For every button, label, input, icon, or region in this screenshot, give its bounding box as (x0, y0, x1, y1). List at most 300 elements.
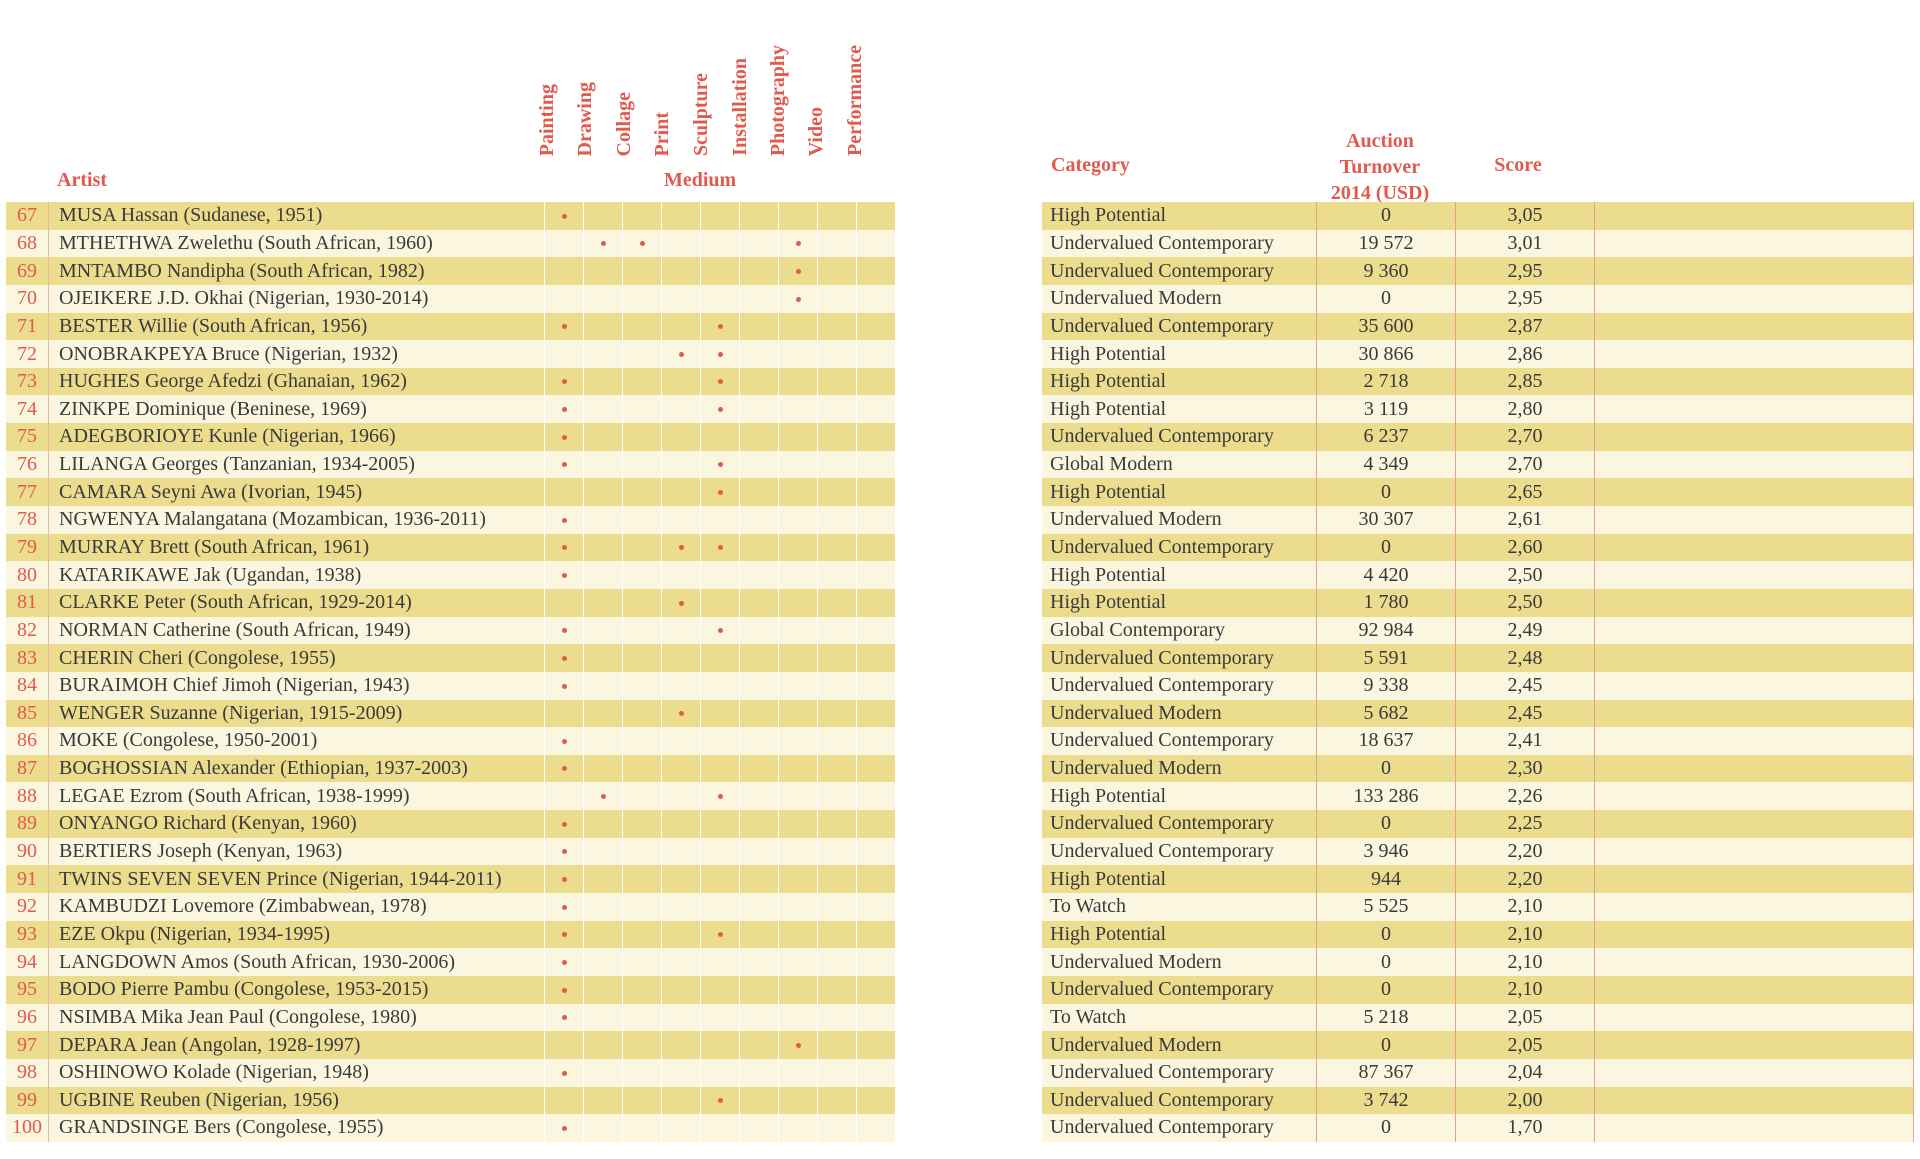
medium-cell (545, 340, 584, 368)
turnover-header-line3: 2014 (USD) (1330, 182, 1430, 204)
medium-cell (584, 1031, 623, 1059)
medium-cell (818, 617, 857, 645)
medium-cell (662, 561, 701, 589)
medium-cell (818, 755, 857, 783)
table-row (6, 1059, 895, 1087)
medium-dot (718, 932, 723, 937)
turnover-cell: 87 367 (1317, 1059, 1456, 1087)
medium-cell (584, 810, 623, 838)
medium-cell (623, 395, 662, 423)
score-cell: 2,45 (1456, 700, 1595, 728)
medium-cell (857, 865, 896, 893)
medium-cell (779, 451, 818, 479)
category-header: Category (1051, 154, 1130, 176)
turnover-cell: 133 286 (1317, 782, 1456, 810)
table-row (1042, 810, 1914, 838)
turnover-cell: 0 (1317, 921, 1456, 949)
medium-cell (545, 921, 584, 949)
medium-dot (718, 462, 723, 467)
table-row (6, 1114, 895, 1142)
artist-cell: ZINKPE Dominique (Beninese, 1969) (59, 397, 367, 420)
medium-cell (545, 893, 584, 921)
medium-cell (623, 617, 662, 645)
medium-cell (779, 395, 818, 423)
table-row (6, 1031, 895, 1059)
table-row (6, 285, 895, 313)
medium-cell (857, 838, 896, 866)
filler-cell (1595, 810, 1914, 838)
table-row (1042, 340, 1914, 368)
rank-cell: 71 (6, 313, 49, 341)
medium-cell (662, 810, 701, 838)
medium-cell (545, 672, 584, 700)
medium-cell (545, 1114, 584, 1142)
rank-cell: 74 (6, 395, 49, 423)
medium-cell (662, 257, 701, 285)
filler-cell (1595, 755, 1914, 783)
turnover-cell: 0 (1317, 948, 1456, 976)
medium-cell (623, 700, 662, 728)
medium-col-painting: Painting (536, 83, 558, 156)
medium-dot (796, 1043, 801, 1048)
medium-cell (740, 340, 779, 368)
category-cell: High Potential (1042, 921, 1317, 949)
rank-cell: 96 (6, 1004, 49, 1032)
medium-cell (662, 865, 701, 893)
medium-cell (779, 838, 818, 866)
score-cell: 2,49 (1456, 617, 1595, 645)
table-row (1042, 1059, 1914, 1087)
medium-cell (584, 893, 623, 921)
category-cell: Global Modern (1042, 451, 1317, 479)
medium-cell (857, 893, 896, 921)
medium-cell (857, 1114, 896, 1142)
medium-cell (857, 644, 896, 672)
medium-dot (562, 932, 567, 937)
medium-cell (545, 838, 584, 866)
table-row (1042, 589, 1914, 617)
medium-dot (601, 794, 606, 799)
medium-cell (818, 1114, 857, 1142)
medium-cell (740, 313, 779, 341)
filler-cell (1595, 617, 1914, 645)
medium-cell (584, 257, 623, 285)
medium-cell (701, 893, 740, 921)
medium-dot (562, 988, 567, 993)
medium-cell (662, 1059, 701, 1087)
medium-cell (740, 368, 779, 396)
medium-cell (818, 423, 857, 451)
medium-dot (718, 490, 723, 495)
filler-cell (1595, 838, 1914, 866)
category-cell: High Potential (1042, 340, 1317, 368)
table-row (6, 700, 895, 728)
rank-cell: 68 (6, 230, 49, 258)
turnover-cell: 35 600 (1317, 313, 1456, 341)
artist-cell: MNTAMBO Nandipha (South African, 1982) (59, 259, 425, 282)
medium-cell (818, 893, 857, 921)
medium-cell (779, 617, 818, 645)
filler-cell (1595, 561, 1914, 589)
medium-cell (701, 506, 740, 534)
medium-cell (623, 672, 662, 700)
turnover-cell: 0 (1317, 1114, 1456, 1142)
turnover-cell: 0 (1317, 478, 1456, 506)
medium-cell (740, 810, 779, 838)
medium-cell (662, 340, 701, 368)
medium-dot (562, 766, 567, 771)
artist-table (6, 202, 895, 1142)
medium-cell (857, 395, 896, 423)
medium-cell (818, 838, 857, 866)
medium-cell (857, 257, 896, 285)
table-row (6, 589, 895, 617)
table-row (1042, 313, 1914, 341)
medium-cell (818, 921, 857, 949)
medium-cell (857, 451, 896, 479)
rank-cell: 73 (6, 368, 49, 396)
medium-dot (796, 241, 801, 246)
rank-cell: 72 (6, 340, 49, 368)
medium-cell (857, 948, 896, 976)
medium-cell (623, 1114, 662, 1142)
artist-cell: LILANGA Georges (Tanzanian, 1934-2005) (59, 453, 415, 476)
filler-cell (1595, 948, 1914, 976)
medium-cell (584, 948, 623, 976)
category-table (1042, 202, 1914, 1142)
medium-cell (584, 368, 623, 396)
score-cell: 2,86 (1456, 340, 1595, 368)
medium-cell (857, 1031, 896, 1059)
medium-cell (740, 672, 779, 700)
turnover-cell: 0 (1317, 1031, 1456, 1059)
filler-cell (1595, 976, 1914, 1004)
table-row (1042, 865, 1914, 893)
artist-cell: CLARKE Peter (South African, 1929-2014) (59, 591, 412, 614)
medium-dot (796, 269, 801, 274)
medium-cell (857, 340, 896, 368)
turnover-cell: 5 682 (1317, 700, 1456, 728)
medium-col-installation: Installation (729, 58, 751, 156)
medium-cell (740, 202, 779, 230)
artist-cell: OJEIKERE J.D. Okhai (Nigerian, 1930-2014) (59, 287, 429, 310)
filler-cell (1595, 1004, 1914, 1032)
table-row (1042, 1031, 1914, 1059)
medium-cell (818, 506, 857, 534)
filler-cell (1595, 865, 1914, 893)
filler-cell (1595, 644, 1914, 672)
medium-cell (662, 1004, 701, 1032)
table-row (6, 672, 895, 700)
medium-cell (701, 534, 740, 562)
medium-cell (623, 1059, 662, 1087)
medium-cell (818, 230, 857, 258)
medium-dot (679, 601, 684, 606)
medium-cell (584, 285, 623, 313)
medium-cell (740, 865, 779, 893)
table-row (1042, 948, 1914, 976)
filler-cell (1595, 230, 1914, 258)
artist-cell: UGBINE Reuben (Nigerian, 1956) (59, 1088, 339, 1111)
medium-dot (562, 1126, 567, 1131)
medium-cell (818, 285, 857, 313)
medium-dot (640, 241, 645, 246)
table-row (6, 368, 895, 396)
rank-cell: 98 (6, 1059, 49, 1087)
medium-cell (623, 644, 662, 672)
medium-cell (584, 423, 623, 451)
medium-cell (701, 644, 740, 672)
score-cell: 2,60 (1456, 534, 1595, 562)
category-cell: Undervalued Contemporary (1042, 230, 1317, 258)
medium-cell (623, 810, 662, 838)
rank-cell: 76 (6, 451, 49, 479)
category-cell: Undervalued Modern (1042, 755, 1317, 783)
medium-cell (857, 313, 896, 341)
table-row (6, 395, 895, 423)
medium-cell (662, 921, 701, 949)
medium-cell (623, 1004, 662, 1032)
score-cell: 2,85 (1456, 368, 1595, 396)
medium-cell (623, 1087, 662, 1115)
medium-cell (545, 395, 584, 423)
medium-dot (718, 352, 723, 357)
medium-cell (779, 1004, 818, 1032)
turnover-cell: 0 (1317, 202, 1456, 230)
medium-cell (623, 451, 662, 479)
rank-cell: 86 (6, 727, 49, 755)
score-cell: 2,80 (1456, 395, 1595, 423)
medium-cell (662, 534, 701, 562)
medium-cell (818, 202, 857, 230)
table-row (1042, 1114, 1914, 1142)
filler-cell (1595, 313, 1914, 341)
medium-cell (779, 921, 818, 949)
medium-cell (779, 865, 818, 893)
filler-cell (1595, 395, 1914, 423)
medium-cell (662, 893, 701, 921)
medium-cell (545, 782, 584, 810)
medium-cell (779, 340, 818, 368)
medium-cell (623, 782, 662, 810)
medium-cell (662, 230, 701, 258)
artist-cell: OSHINOWO Kolade (Nigerian, 1948) (59, 1061, 369, 1084)
rank-cell: 93 (6, 921, 49, 949)
medium-cell (662, 1031, 701, 1059)
turnover-cell: 0 (1317, 285, 1456, 313)
category-cell: High Potential (1042, 368, 1317, 396)
rank-cell: 88 (6, 782, 49, 810)
filler-cell (1595, 534, 1914, 562)
rank-cell: 90 (6, 838, 49, 866)
medium-cell (584, 561, 623, 589)
table-row (1042, 893, 1914, 921)
medium-cell (584, 534, 623, 562)
medium-cell (818, 395, 857, 423)
medium-dot (562, 822, 567, 827)
table-row (1042, 230, 1914, 258)
artist-cell: KATARIKAWE Jak (Ugandan, 1938) (59, 563, 362, 586)
artist-cell: ADEGBORIOYE Kunle (Nigerian, 1966) (59, 425, 396, 448)
table-row (6, 506, 895, 534)
medium-cell (857, 423, 896, 451)
medium-cell (584, 589, 623, 617)
table-row (6, 257, 895, 285)
medium-cell (584, 1059, 623, 1087)
table-row (6, 810, 895, 838)
medium-cell (701, 478, 740, 506)
medium-cell (857, 700, 896, 728)
turnover-cell: 19 572 (1317, 230, 1456, 258)
category-cell: High Potential (1042, 589, 1317, 617)
turnover-cell: 30 866 (1317, 340, 1456, 368)
medium-cell (584, 1004, 623, 1032)
rank-cell: 89 (6, 810, 49, 838)
score-cell: 2,26 (1456, 782, 1595, 810)
filler-cell (1595, 451, 1914, 479)
table-row (6, 1087, 895, 1115)
filler-cell (1595, 506, 1914, 534)
table-row (1042, 1004, 1914, 1032)
filler-cell (1595, 257, 1914, 285)
medium-cell (545, 1004, 584, 1032)
medium-cell (740, 423, 779, 451)
medium-cell (779, 202, 818, 230)
filler-cell (1595, 589, 1914, 617)
rank-cell: 95 (6, 976, 49, 1004)
medium-dot (718, 794, 723, 799)
medium-cell (857, 976, 896, 1004)
medium-cell (701, 368, 740, 396)
artist-cell: MTHETHWA Zwelethu (South African, 1960) (59, 231, 433, 254)
medium-cell (662, 976, 701, 1004)
medium-cell (545, 478, 584, 506)
medium-col-performance: Performance (844, 44, 866, 156)
filler-cell (1595, 672, 1914, 700)
medium-cell (701, 202, 740, 230)
turnover-cell: 6 237 (1317, 423, 1456, 451)
rank-cell: 94 (6, 948, 49, 976)
category-cell: High Potential (1042, 782, 1317, 810)
turnover-cell: 2 718 (1317, 368, 1456, 396)
medium-cell (623, 202, 662, 230)
medium-cell (662, 617, 701, 645)
medium-cell (584, 617, 623, 645)
score-header: Score (1494, 154, 1542, 176)
score-cell: 1,70 (1456, 1114, 1595, 1142)
category-cell: Undervalued Contemporary (1042, 644, 1317, 672)
table-row (1042, 257, 1914, 285)
medium-dot (718, 1098, 723, 1103)
medium-cell (818, 313, 857, 341)
medium-cell (818, 644, 857, 672)
medium-cell (740, 893, 779, 921)
medium-cell (545, 534, 584, 562)
turnover-cell: 5 218 (1317, 1004, 1456, 1032)
medium-cell (623, 865, 662, 893)
turnover-header-line1: Auction (1346, 130, 1414, 152)
medium-cell (740, 230, 779, 258)
table-row (6, 451, 895, 479)
medium-cell (740, 617, 779, 645)
artist-cell: BESTER Willie (South African, 1956) (59, 314, 368, 337)
medium-cell (857, 921, 896, 949)
table-row (1042, 285, 1914, 313)
medium-cell (584, 921, 623, 949)
medium-cell (779, 1087, 818, 1115)
category-cell: To Watch (1042, 1004, 1317, 1032)
medium-dot (718, 628, 723, 633)
medium-cell (740, 451, 779, 479)
artist-cell: CAMARA Seyni Awa (Ivorian, 1945) (59, 480, 363, 503)
category-cell: Undervalued Modern (1042, 1031, 1317, 1059)
medium-cell (740, 1087, 779, 1115)
medium-cell (701, 1031, 740, 1059)
medium-dot (562, 1071, 567, 1076)
medium-dot (562, 545, 567, 550)
medium-cell (857, 1059, 896, 1087)
medium-cell (701, 865, 740, 893)
rank-cell: 69 (6, 257, 49, 285)
artist-cell: BODO Pierre Pambu (Congolese, 1953-2015) (59, 978, 429, 1001)
medium-cell (545, 700, 584, 728)
artist-cell: KAMBUDZI Lovemore (Zimbabwean, 1978) (59, 895, 427, 918)
medium-dot (562, 656, 567, 661)
medium-cell (584, 700, 623, 728)
artist-cell: BERTIERS Joseph (Kenyan, 1963) (59, 840, 343, 863)
medium-cell (857, 285, 896, 313)
table-row (6, 921, 895, 949)
turnover-cell: 944 (1317, 865, 1456, 893)
medium-cell (662, 451, 701, 479)
medium-cell (701, 285, 740, 313)
medium-cell (701, 700, 740, 728)
medium-cell (779, 976, 818, 1004)
filler-cell (1595, 478, 1914, 506)
medium-cell (740, 257, 779, 285)
medium-cell (740, 976, 779, 1004)
medium-cell (662, 672, 701, 700)
medium-cell (545, 285, 584, 313)
rank-cell: 100 (6, 1114, 49, 1142)
table-row (6, 782, 895, 810)
medium-cell (701, 423, 740, 451)
medium-cell (701, 976, 740, 1004)
artist-cell: CHERIN Cheri (Congolese, 1955) (59, 646, 336, 669)
category-cell: Undervalued Modern (1042, 285, 1317, 313)
medium-cell (662, 478, 701, 506)
medium-cell (779, 478, 818, 506)
medium-cell (545, 976, 584, 1004)
medium-cell (545, 1031, 584, 1059)
category-cell: High Potential (1042, 561, 1317, 589)
medium-cell (857, 782, 896, 810)
medium-cell (857, 506, 896, 534)
medium-dot (562, 1015, 567, 1020)
category-cell: Undervalued Contemporary (1042, 976, 1317, 1004)
score-cell: 2,95 (1456, 257, 1595, 285)
artist-header: Artist (57, 169, 107, 191)
medium-cell (740, 948, 779, 976)
medium-cell (584, 451, 623, 479)
medium-cell (740, 838, 779, 866)
medium-cell (818, 1087, 857, 1115)
rank-cell: 77 (6, 478, 49, 506)
score-cell: 2,48 (1456, 644, 1595, 672)
medium-cell (584, 976, 623, 1004)
medium-cell (818, 672, 857, 700)
medium-cell (818, 700, 857, 728)
